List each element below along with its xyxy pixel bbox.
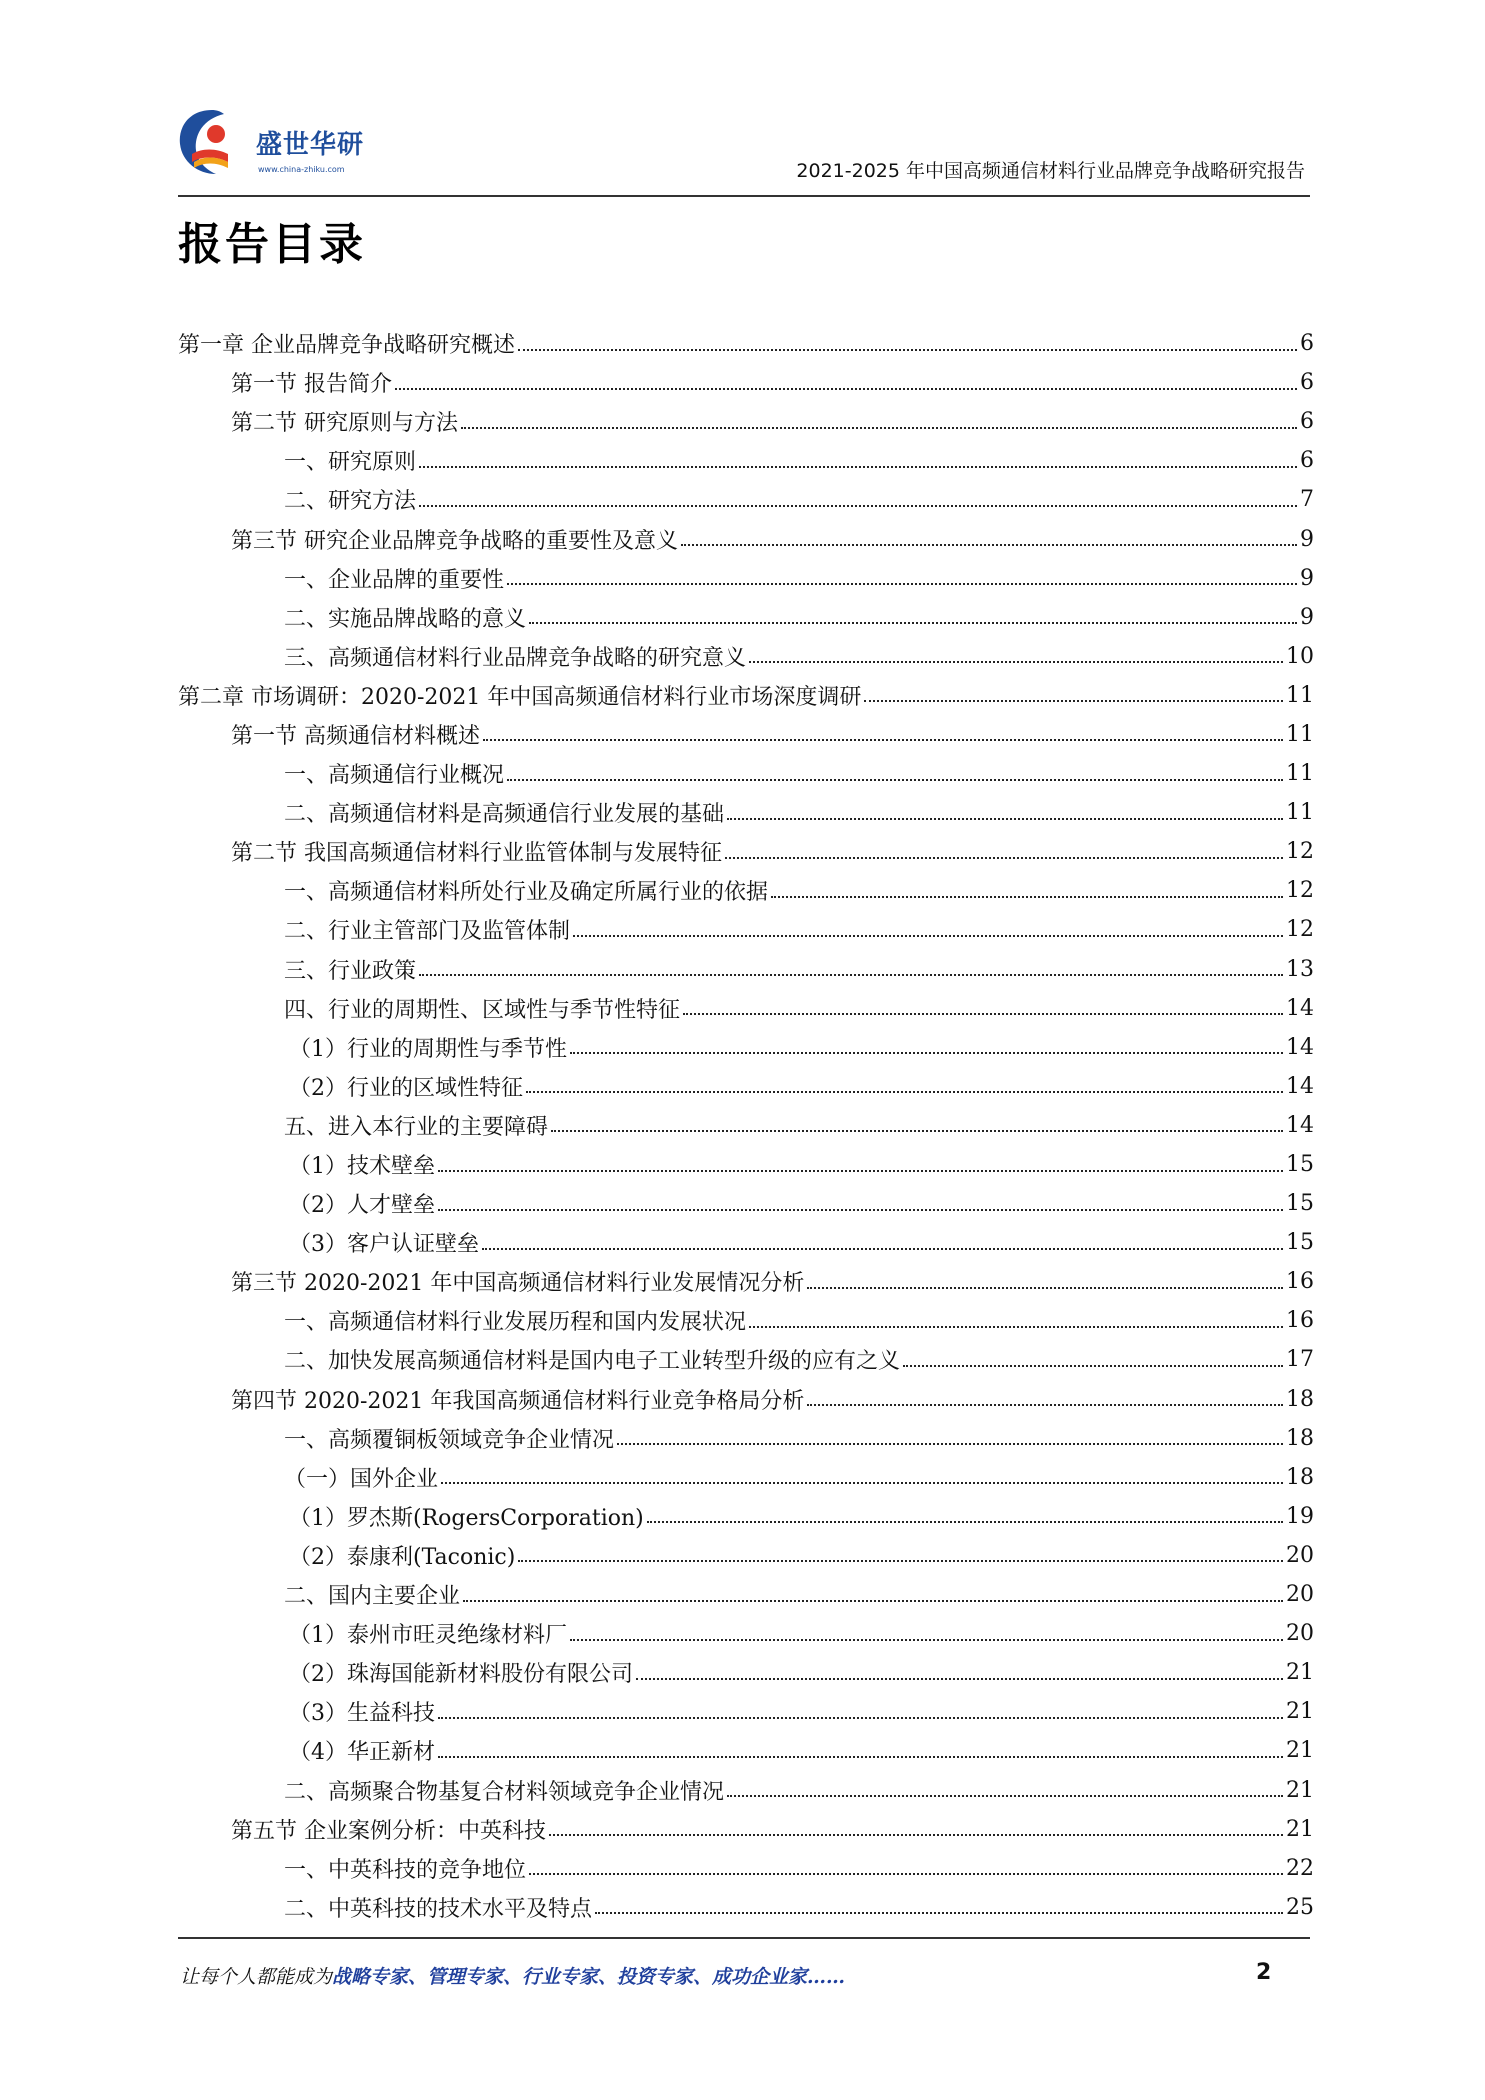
toc-dot-leader	[395, 388, 1297, 390]
toc-entry-label: 二、实施品牌战略的意义	[284, 606, 527, 632]
toc-dot-leader	[617, 1443, 1283, 1445]
toc-entry-label: 二、研究方法	[284, 489, 417, 515]
toc-entry-label: （一）国外企业	[284, 1466, 439, 1492]
toc-dot-leader	[529, 622, 1297, 624]
toc-entry-label: 二、国内主要企业	[284, 1584, 461, 1610]
toc-dot-leader	[727, 818, 1283, 820]
toc-entry[interactable]	[178, 989, 1314, 1028]
header-divider	[178, 195, 1310, 197]
toc-entry-page: 16	[1286, 1308, 1314, 1334]
toc-entry-label: 四、行业的周期性、区域性与季节性特征	[284, 997, 681, 1023]
footer-slogan	[180, 1962, 845, 1989]
toc-entry[interactable]	[178, 1106, 1314, 1145]
toc-entry[interactable]	[178, 1380, 1314, 1419]
toc-entry-page: 20	[1286, 1621, 1314, 1647]
toc-entry-page: 7	[1300, 487, 1314, 513]
toc-entry-label: 一、高频通信行业概况	[284, 763, 505, 789]
report-title: 2021-2025 年中国高频通信材料行业品牌竞争战略研究报告	[796, 160, 1305, 182]
toc-entry[interactable]	[178, 1497, 1314, 1536]
toc-entry-label: （2）人才壁垒	[289, 1193, 435, 1219]
toc-entry[interactable]	[178, 1731, 1314, 1770]
toc-dot-leader	[749, 1326, 1283, 1328]
toc-dot-leader	[438, 1170, 1283, 1172]
toc-entry-page: 17	[1286, 1347, 1314, 1373]
toc-entry-label: 第三节 研究企业品牌竞争战略的重要性及意义	[231, 528, 678, 554]
toc-entry-page: 11	[1286, 761, 1314, 787]
toc-entry[interactable]	[178, 793, 1314, 832]
toc-entry-page: 20	[1286, 1542, 1314, 1568]
toc-entry-label: 二、中英科技的技术水平及特点	[284, 1896, 593, 1922]
page-title: 报告目录	[178, 219, 366, 270]
toc-dot-leader	[463, 1600, 1283, 1602]
toc-entry-page: 6	[1300, 409, 1314, 435]
toc-dot-leader	[461, 427, 1297, 429]
toc-entry-label: 第一节 报告简介	[231, 372, 392, 398]
toc-entry-label: （2）珠海国能新材料股份有限公司	[289, 1662, 633, 1688]
toc-dot-leader	[419, 505, 1297, 507]
page-number: 2	[1256, 1960, 1272, 1985]
toc-entry-page: 14	[1286, 995, 1314, 1021]
toc-dot-leader	[727, 1795, 1283, 1797]
toc-entry-page: 21	[1286, 1738, 1314, 1764]
toc-dot-leader	[570, 1639, 1283, 1641]
toc-entry[interactable]	[178, 1575, 1314, 1614]
footer-slogan-accent: 战略专家、管理专家、行业专家、投资专家、成功企业家……	[332, 1966, 846, 1988]
toc-entry[interactable]	[178, 559, 1314, 598]
toc-entry[interactable]	[178, 1340, 1314, 1379]
toc-dot-leader	[526, 1091, 1283, 1093]
toc-entry[interactable]	[178, 1888, 1314, 1927]
toc-entry[interactable]	[178, 324, 1314, 363]
toc-entry-page: 19	[1286, 1503, 1314, 1529]
toc-entry[interactable]	[178, 363, 1314, 402]
toc-entry-label: 第四节 2020-2021 年我国高频通信材料行业竞争格局分析	[231, 1388, 805, 1414]
footer-divider	[178, 1937, 1310, 1939]
toc-entry-page: 18	[1286, 1425, 1314, 1451]
brand-logo-icon	[172, 104, 252, 184]
toc-entry[interactable]	[178, 598, 1314, 637]
toc-entry[interactable]	[178, 1067, 1314, 1106]
toc-entry-label: 第二节 研究原则与方法	[231, 411, 458, 437]
toc-dot-leader	[419, 466, 1297, 468]
toc-entry-page: 12	[1286, 917, 1314, 943]
toc-dot-leader	[438, 1209, 1283, 1211]
toc-entry[interactable]	[178, 1810, 1314, 1849]
toc-dot-leader	[570, 1052, 1283, 1054]
toc-entry[interactable]	[178, 1849, 1314, 1888]
toc-entry-label: 第一节 高频通信材料概述	[231, 723, 480, 749]
toc-entry-label: （1）技术壁垒	[289, 1154, 435, 1180]
toc-entry[interactable]	[178, 441, 1314, 480]
toc-dot-leader	[573, 935, 1283, 937]
toc-dot-leader	[507, 583, 1297, 585]
toc-entry-label: 二、高频通信材料是高频通信行业发展的基础	[284, 802, 725, 828]
toc-entry-label: 一、高频通信材料行业发展历程和国内发展状况	[284, 1310, 747, 1336]
toc-dot-leader	[529, 1873, 1283, 1875]
toc-dot-leader	[725, 857, 1283, 859]
toc-entry-page: 9	[1300, 565, 1314, 591]
toc-entry-label: （2）泰康利(Taconic)	[289, 1544, 516, 1570]
toc-dot-leader	[419, 974, 1283, 976]
toc-entry-page: 14	[1286, 1034, 1314, 1060]
toc-entry-page: 11	[1286, 800, 1314, 826]
toc-dot-leader	[438, 1717, 1283, 1719]
toc-entry-label: （2）行业的区域性特征	[289, 1075, 523, 1101]
toc-dot-leader	[749, 661, 1283, 663]
footer-slogan-lead: 让每个人都能成为	[180, 1966, 333, 1988]
brand-name: 盛世华研	[256, 130, 365, 160]
toc-entry[interactable]	[178, 1028, 1314, 1067]
toc-entry-page: 22	[1286, 1855, 1314, 1881]
toc-entry-page: 21	[1286, 1777, 1314, 1803]
toc-dot-leader	[482, 1248, 1283, 1250]
toc-entry[interactable]	[178, 715, 1314, 754]
toc-entry-page: 11	[1286, 721, 1314, 747]
toc-dot-leader	[636, 1678, 1283, 1680]
toc-entry-label: 三、高频通信材料行业品牌竞争战略的研究意义	[284, 645, 747, 671]
toc-entry-page: 12	[1286, 878, 1314, 904]
toc-entry[interactable]	[178, 519, 1314, 558]
toc-dot-leader	[683, 1013, 1283, 1015]
toc-entry-page: 21	[1286, 1699, 1314, 1725]
toc-dot-leader	[518, 1560, 1283, 1562]
toc-dot-leader	[681, 544, 1297, 546]
toc-entry-page: 9	[1300, 526, 1314, 552]
toc-entry[interactable]	[178, 637, 1314, 676]
toc-entry[interactable]	[178, 1770, 1314, 1809]
toc-dot-leader	[595, 1912, 1283, 1914]
toc-entry-page: 16	[1286, 1269, 1314, 1295]
toc-entry-page: 6	[1300, 448, 1314, 474]
toc-dot-leader	[903, 1365, 1283, 1367]
toc-entry-page: 15	[1286, 1230, 1314, 1256]
toc-entry-label: 第二章 市场调研：2020-2021 年中国高频通信材料行业市场深度调研	[178, 684, 862, 710]
toc-entry-label: （1）罗杰斯(RogersCorporation)	[289, 1505, 644, 1531]
toc-entry-label: 五、进入本行业的主要障碍	[284, 1114, 549, 1140]
toc-entry[interactable]	[178, 1419, 1314, 1458]
toc-dot-leader	[441, 1482, 1283, 1484]
toc-entry[interactable]	[178, 1653, 1314, 1692]
toc-entry[interactable]	[178, 950, 1314, 989]
toc-entry-page: 9	[1300, 604, 1314, 630]
toc-dot-leader	[771, 896, 1283, 898]
toc-entry-page: 13	[1286, 956, 1314, 982]
toc-entry-page: 11	[1286, 682, 1314, 708]
toc-entry-label: （4）华正新材	[289, 1740, 435, 1766]
toc-entry[interactable]	[178, 676, 1314, 715]
toc-dot-leader	[483, 739, 1283, 741]
toc-entry-page: 14	[1286, 1112, 1314, 1138]
table-of-contents	[178, 324, 1314, 1927]
toc-entry-label: 第一章 企业品牌竞争战略研究概述	[178, 333, 515, 359]
toc-entry[interactable]	[178, 1223, 1314, 1262]
toc-entry-page: 21	[1286, 1816, 1314, 1842]
toc-entry-page: 14	[1286, 1073, 1314, 1099]
toc-entry-label: 二、行业主管部门及监管体制	[284, 919, 571, 945]
toc-entry-label: 一、高频覆铜板领域竞争企业情况	[284, 1427, 615, 1453]
toc-entry[interactable]	[178, 871, 1314, 910]
toc-dot-leader	[864, 700, 1283, 702]
toc-entry[interactable]	[178, 1536, 1314, 1575]
toc-dot-leader	[549, 1834, 1283, 1836]
toc-entry-page: 15	[1286, 1152, 1314, 1178]
toc-entry-label: 第二节 我国高频通信材料行业监管体制与发展特征	[231, 841, 722, 867]
toc-entry-label: （3）生益科技	[289, 1701, 435, 1727]
toc-entry[interactable]	[178, 1458, 1314, 1497]
toc-entry-label: 二、加快发展高频通信材料是国内电子工业转型升级的应有之义	[284, 1349, 901, 1375]
brand-url: www.china-zhiku.com	[258, 165, 345, 174]
toc-entry[interactable]	[178, 480, 1314, 519]
toc-entry[interactable]	[178, 910, 1314, 949]
toc-entry-page: 25	[1286, 1894, 1314, 1920]
toc-dot-leader	[518, 349, 1297, 351]
toc-entry[interactable]	[178, 1301, 1314, 1340]
toc-entry[interactable]	[178, 402, 1314, 441]
toc-entry-label: （3）客户认证壁垒	[289, 1232, 479, 1258]
toc-entry-label: 一、高频通信材料所处行业及确定所属行业的依据	[284, 880, 769, 906]
toc-dot-leader	[807, 1404, 1283, 1406]
toc-entry-label: （1）泰州市旺灵绝缘材料厂	[289, 1623, 567, 1649]
brand-logo	[172, 104, 382, 184]
toc-entry-label: 三、行业政策	[284, 958, 417, 984]
toc-dot-leader	[647, 1521, 1283, 1523]
toc-entry-page: 10	[1286, 643, 1314, 669]
toc-dot-leader	[551, 1130, 1283, 1132]
toc-entry-label: （1）行业的周期性与季节性	[289, 1036, 567, 1062]
toc-entry-page: 6	[1300, 370, 1314, 396]
toc-entry-page: 18	[1286, 1464, 1314, 1490]
toc-entry[interactable]	[178, 1184, 1314, 1223]
toc-entry-label: 二、高频聚合物基复合材料领域竞争企业情况	[284, 1779, 725, 1805]
toc-entry-label: 第五节 企业案例分析：中英科技	[231, 1818, 546, 1844]
toc-entry[interactable]	[178, 1692, 1314, 1731]
toc-entry-page: 6	[1300, 331, 1314, 357]
toc-dot-leader	[438, 1756, 1283, 1758]
toc-entry[interactable]	[178, 1614, 1314, 1653]
toc-entry-label: 第三节 2020-2021 年中国高频通信材料行业发展情况分析	[231, 1271, 805, 1297]
toc-dot-leader	[807, 1287, 1283, 1289]
toc-entry-label: 一、研究原则	[284, 450, 417, 476]
toc-entry-page: 20	[1286, 1582, 1314, 1608]
toc-entry-page: 21	[1286, 1660, 1314, 1686]
toc-entry[interactable]	[178, 1145, 1314, 1184]
toc-entry-page: 18	[1286, 1386, 1314, 1412]
toc-entry[interactable]	[178, 754, 1314, 793]
toc-entry-label: 一、企业品牌的重要性	[284, 567, 505, 593]
toc-dot-leader	[507, 779, 1283, 781]
toc-entry[interactable]	[178, 1262, 1314, 1301]
toc-entry-page: 12	[1286, 839, 1314, 865]
toc-entry[interactable]	[178, 832, 1314, 871]
toc-entry-label: 一、中英科技的竞争地位	[284, 1857, 527, 1883]
toc-entry-page: 15	[1286, 1191, 1314, 1217]
